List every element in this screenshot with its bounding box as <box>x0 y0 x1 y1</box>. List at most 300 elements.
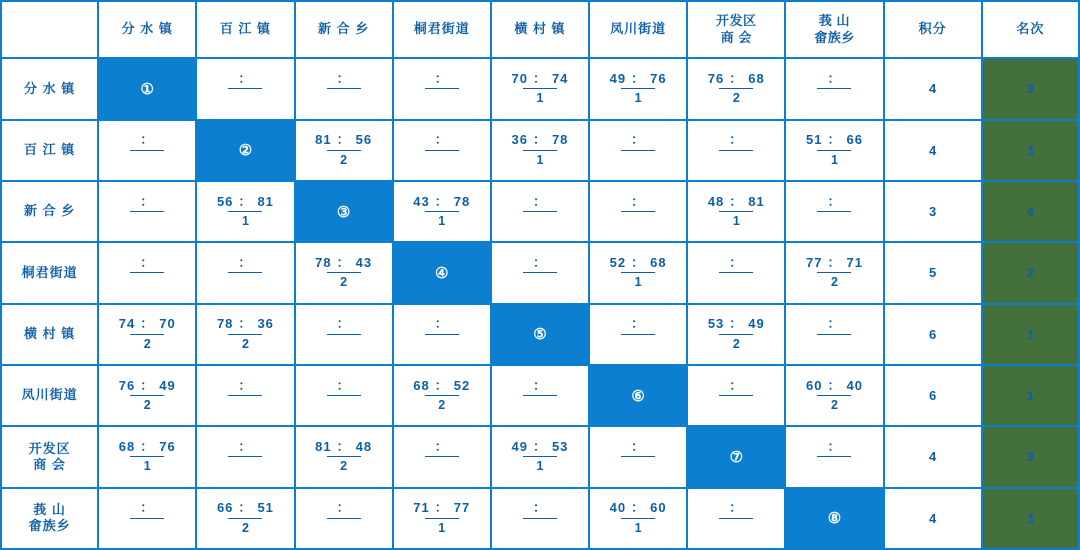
score-line <box>724 255 748 271</box>
score-divider-rule <box>130 272 164 273</box>
score-divider-rule <box>130 518 164 519</box>
team-number-marker: ⑤ <box>533 326 547 344</box>
home-score: 36 <box>511 132 528 148</box>
team-number-marker: ① <box>140 80 154 98</box>
score-divider-rule <box>228 211 262 212</box>
away-score: 68 <box>748 70 765 86</box>
score-separator: ： <box>336 70 351 86</box>
match-points: 2 <box>340 275 348 290</box>
score-line <box>806 255 863 271</box>
score-cell-r8-c2 <box>196 488 294 549</box>
score-cell-r2-c1 <box>98 120 196 181</box>
score-line <box>119 317 176 333</box>
table-row <box>1 58 1079 119</box>
score-separator: ： <box>140 438 155 454</box>
score-cell-r8-c5 <box>491 488 589 549</box>
score-cell-r4-c6 <box>589 242 687 303</box>
home-score: 76 <box>707 70 725 86</box>
team-number-marker: ④ <box>435 264 449 282</box>
score-divider-rule <box>425 518 459 519</box>
score-cell-r8-c1 <box>98 488 196 549</box>
score-separator: ： <box>336 316 351 332</box>
match-points: 1 <box>143 459 151 474</box>
score-cell-r6-c3 <box>295 365 393 426</box>
score-divider-rule <box>327 518 361 519</box>
score-separator: ： <box>238 193 253 209</box>
score-divider-rule <box>523 211 557 212</box>
home-score: 78 <box>216 316 234 332</box>
score-divider-rule <box>817 88 851 89</box>
score-divider-rule <box>130 150 164 151</box>
match-points: 2 <box>143 336 151 351</box>
rank-value: 4 <box>1026 204 1034 220</box>
table-row <box>1 181 1079 242</box>
column-header-team-3: 新 合 乡 <box>295 1 393 58</box>
score-separator: ： <box>434 377 449 393</box>
score-cell-r2-c8 <box>785 120 883 181</box>
score-cell-r1-c2 <box>196 58 294 119</box>
score-cell-r3-c5 <box>491 181 589 242</box>
score-separator: ： <box>336 254 351 270</box>
score-separator: ： <box>140 254 155 270</box>
self-cell-7 <box>687 426 785 487</box>
score-cell-r3-c1 <box>98 181 196 242</box>
score-line <box>626 317 650 333</box>
score-line <box>724 501 748 517</box>
score-cell-r8-c3 <box>295 488 393 549</box>
score-separator: ： <box>238 377 253 393</box>
team-number-marker: ⑥ <box>631 387 645 405</box>
score-cell-r5-c7 <box>687 304 785 365</box>
score-line <box>806 378 863 394</box>
score-line <box>724 378 748 394</box>
score-divider-rule <box>327 456 361 457</box>
score-cell-r4-c1 <box>98 242 196 303</box>
away-score: 81 <box>748 193 765 209</box>
home-score: 68 <box>413 377 430 393</box>
score-divider-rule <box>817 395 851 396</box>
score-separator: ： <box>238 254 253 270</box>
away-score: 60 <box>650 500 667 516</box>
row-header-team-6: 凤川街道 <box>1 365 98 426</box>
score-cell-r4-c3 <box>295 242 393 303</box>
column-header-team-8: 莪 山 畲族乡 <box>785 1 883 58</box>
score-separator: ： <box>336 500 351 516</box>
column-header-points: 积分 <box>884 1 982 58</box>
score-line <box>822 439 846 455</box>
home-score: 51 <box>805 132 823 148</box>
score-separator: ： <box>140 377 155 393</box>
table-row <box>1 488 1079 549</box>
score-separator: ： <box>238 500 253 516</box>
score-divider-rule <box>130 211 164 212</box>
score-cell-r1-c8 <box>785 58 883 119</box>
score-line <box>217 317 274 333</box>
rank-value: 3 <box>1026 510 1034 526</box>
score-line <box>528 255 552 271</box>
score-cell-r7-c8 <box>785 426 883 487</box>
score-line <box>610 501 667 517</box>
score-separator: ： <box>434 500 449 516</box>
away-score: 78 <box>453 193 471 209</box>
score-divider-rule <box>621 88 655 89</box>
match-points: 2 <box>241 520 249 535</box>
score-line <box>332 378 356 394</box>
table-row <box>1 365 1079 426</box>
row-header-team-1: 分 水 镇 <box>1 58 98 119</box>
match-points: 1 <box>634 520 642 535</box>
score-line <box>724 133 748 149</box>
home-score: 43 <box>413 193 430 209</box>
score-divider-rule <box>719 518 753 519</box>
score-separator: ： <box>532 377 547 393</box>
score-separator: ： <box>827 193 842 209</box>
away-score: 76 <box>159 438 176 454</box>
total-points-cell: 4 <box>884 426 982 487</box>
home-score: 52 <box>609 254 627 270</box>
score-divider-rule <box>327 395 361 396</box>
score-line <box>528 194 552 210</box>
match-points: 1 <box>438 214 446 229</box>
away-score: 81 <box>257 193 274 209</box>
score-line <box>708 194 765 210</box>
self-cell-1 <box>98 58 196 119</box>
score-divider-rule <box>817 211 851 212</box>
rank-value: 3 <box>1026 449 1034 465</box>
score-separator: ： <box>238 438 253 454</box>
score-cell-r1-c6 <box>589 58 687 119</box>
home-score: 60 <box>805 377 823 393</box>
score-line <box>413 378 470 394</box>
score-line <box>430 133 454 149</box>
score-divider-rule <box>621 150 655 151</box>
score-divider-rule <box>719 211 753 212</box>
score-separator: ： <box>140 500 155 516</box>
home-score: 66 <box>216 500 234 516</box>
score-line <box>708 317 765 333</box>
away-score: 52 <box>453 377 471 393</box>
home-score: 81 <box>315 438 332 454</box>
score-divider-rule <box>228 334 262 335</box>
score-separator: ： <box>827 377 842 393</box>
match-points: 2 <box>732 336 740 351</box>
score-divider-rule <box>719 334 753 335</box>
score-cell-r2-c3 <box>295 120 393 181</box>
home-score: 49 <box>609 70 627 86</box>
total-points-cell: 6 <box>884 365 982 426</box>
score-cell-r4-c8 <box>785 242 883 303</box>
score-cell-r3-c2 <box>196 181 294 242</box>
match-points: 2 <box>438 398 446 413</box>
score-line <box>626 133 650 149</box>
score-separator: ： <box>434 438 449 454</box>
match-points: 1 <box>536 91 544 106</box>
score-cell-r7-c5 <box>491 426 589 487</box>
away-score: 56 <box>355 132 373 148</box>
home-score: 81 <box>315 132 332 148</box>
score-separator: ： <box>631 316 646 332</box>
score-line <box>430 439 454 455</box>
score-line <box>217 194 274 210</box>
score-line <box>626 194 650 210</box>
score-separator: ： <box>238 316 253 332</box>
score-divider-rule <box>425 88 459 89</box>
score-cell-r5-c2 <box>196 304 294 365</box>
away-score: 36 <box>257 316 274 332</box>
row-header-team-5: 横 村 镇 <box>1 304 98 365</box>
score-separator: ： <box>631 193 646 209</box>
rank-cell <box>982 426 1079 487</box>
score-separator: ： <box>434 132 449 148</box>
score-cell-r7-c3 <box>295 426 393 487</box>
score-line <box>135 255 159 271</box>
home-score: 70 <box>511 70 528 86</box>
score-separator: ： <box>827 132 842 148</box>
column-header-rank: 名次 <box>982 1 1079 58</box>
column-header-team-6: 凤川街道 <box>589 1 687 58</box>
score-separator: ： <box>532 70 547 86</box>
score-separator: ： <box>827 254 842 270</box>
score-divider-rule <box>523 150 557 151</box>
score-separator: ： <box>631 438 646 454</box>
home-score: 77 <box>805 254 823 270</box>
match-points: 1 <box>634 91 642 106</box>
column-header-team-4: 桐君街道 <box>393 1 491 58</box>
corner-blank-cell <box>1 1 98 58</box>
score-cell-r7-c4 <box>393 426 491 487</box>
score-separator: ： <box>532 193 547 209</box>
row-header-team-4: 桐君街道 <box>1 242 98 303</box>
score-separator: ： <box>631 70 646 86</box>
score-cell-r8-c6 <box>589 488 687 549</box>
self-cell-3 <box>295 181 393 242</box>
total-points-cell: 4 <box>884 120 982 181</box>
score-divider-rule <box>621 272 655 273</box>
rank-cell <box>982 181 1079 242</box>
score-divider-rule <box>719 150 753 151</box>
rank-value: 2 <box>1026 265 1034 281</box>
score-divider-rule <box>130 395 164 396</box>
rank-cell <box>982 242 1079 303</box>
self-cell-4 <box>393 242 491 303</box>
score-divider-rule <box>425 395 459 396</box>
score-separator: ： <box>729 500 744 516</box>
score-divider-rule <box>817 150 851 151</box>
score-cell-r6-c7 <box>687 365 785 426</box>
score-line <box>822 317 846 333</box>
match-points: 1 <box>634 275 642 290</box>
score-separator: ： <box>827 70 842 86</box>
score-line <box>511 71 568 87</box>
match-points: 2 <box>143 398 151 413</box>
away-score: 49 <box>748 316 765 332</box>
score-divider-rule <box>228 518 262 519</box>
score-line <box>233 439 257 455</box>
score-divider-rule <box>523 395 557 396</box>
total-points-cell: 3 <box>884 181 982 242</box>
away-score: 40 <box>846 377 863 393</box>
score-cell-r1-c3 <box>295 58 393 119</box>
score-separator: ： <box>827 438 842 454</box>
team-number-marker: ③ <box>336 203 351 221</box>
score-separator: ： <box>631 500 646 516</box>
score-divider-rule <box>228 456 262 457</box>
score-separator: ： <box>729 70 744 86</box>
score-separator: ： <box>434 70 449 86</box>
rank-cell <box>982 120 1079 181</box>
away-score: 70 <box>159 316 176 332</box>
score-cell-r3-c4 <box>393 181 491 242</box>
score-cell-r7-c6 <box>589 426 687 487</box>
score-separator: ： <box>827 316 842 332</box>
score-divider-rule <box>817 272 851 273</box>
score-divider-rule <box>425 211 459 212</box>
score-separator: ： <box>238 70 253 86</box>
score-line <box>430 317 454 333</box>
away-score: 43 <box>355 254 373 270</box>
column-header-team-5: 横 村 镇 <box>491 1 589 58</box>
score-cell-r3-c8 <box>785 181 883 242</box>
column-header-team-1: 分 水 镇 <box>98 1 196 58</box>
away-score: 48 <box>355 438 373 454</box>
score-line <box>511 133 568 149</box>
score-cell-r1-c7 <box>687 58 785 119</box>
score-separator: ： <box>336 377 351 393</box>
score-separator: ： <box>140 316 155 332</box>
away-score: 53 <box>551 438 569 454</box>
total-points-cell: 6 <box>884 304 982 365</box>
score-line <box>315 439 372 455</box>
score-line <box>119 439 176 455</box>
home-score: 40 <box>609 500 627 516</box>
score-separator: ： <box>631 132 646 148</box>
score-cell-r5-c1 <box>98 304 196 365</box>
self-cell-6 <box>589 365 687 426</box>
home-score: 71 <box>413 500 430 516</box>
score-separator: ： <box>729 377 744 393</box>
score-line <box>528 378 552 394</box>
score-line <box>332 317 356 333</box>
score-divider-rule <box>523 518 557 519</box>
score-separator: ： <box>434 193 449 209</box>
score-line <box>511 439 568 455</box>
score-line <box>135 133 159 149</box>
score-separator: ： <box>434 316 449 332</box>
score-cell-r5-c3 <box>295 304 393 365</box>
score-line <box>135 194 159 210</box>
match-points: 2 <box>241 336 249 351</box>
score-line <box>413 194 470 210</box>
score-line <box>626 439 650 455</box>
score-divider-rule <box>130 456 164 457</box>
rank-value: 3 <box>1026 142 1034 158</box>
score-cell-r5-c6 <box>589 304 687 365</box>
row-header-team-7: 开发区 商 会 <box>1 426 98 487</box>
table-row <box>1 120 1079 181</box>
rank-cell <box>982 304 1079 365</box>
score-line <box>430 71 454 87</box>
score-divider-rule <box>228 395 262 396</box>
rank-value: 3 <box>1026 81 1034 97</box>
score-divider-rule <box>817 456 851 457</box>
self-cell-2 <box>196 120 294 181</box>
score-line <box>315 255 372 271</box>
score-cell-r6-c1 <box>98 365 196 426</box>
score-divider-rule <box>719 88 753 89</box>
score-line <box>119 378 176 394</box>
away-score: 78 <box>551 132 569 148</box>
home-score: 56 <box>216 193 234 209</box>
score-cell-r4-c5 <box>491 242 589 303</box>
match-points: 1 <box>241 214 249 229</box>
score-divider-rule <box>327 334 361 335</box>
score-cell-r2-c4 <box>393 120 491 181</box>
score-divider-rule <box>228 88 262 89</box>
self-cell-5 <box>491 304 589 365</box>
score-cell-r7-c1 <box>98 426 196 487</box>
score-line <box>610 255 667 271</box>
score-line <box>822 194 846 210</box>
score-divider-rule <box>327 272 361 273</box>
score-separator: ： <box>729 254 744 270</box>
score-separator: ： <box>532 254 547 270</box>
score-line <box>135 501 159 517</box>
table-row <box>1 304 1079 365</box>
score-line <box>217 501 274 517</box>
away-score: 76 <box>650 70 667 86</box>
score-cell-r4-c2 <box>196 242 294 303</box>
score-cell-r6-c5 <box>491 365 589 426</box>
match-points: 2 <box>830 398 838 413</box>
score-cell-r8-c4 <box>393 488 491 549</box>
score-divider-rule <box>621 518 655 519</box>
score-divider-rule <box>817 334 851 335</box>
score-cell-r2-c6 <box>589 120 687 181</box>
score-cell-r4-c7 <box>687 242 785 303</box>
score-cell-r2-c5 <box>491 120 589 181</box>
score-divider-rule <box>327 150 361 151</box>
score-cell-r5-c8 <box>785 304 883 365</box>
score-cell-r5-c4 <box>393 304 491 365</box>
score-divider-rule <box>523 272 557 273</box>
score-cell-r8-c7 <box>687 488 785 549</box>
score-line <box>822 71 846 87</box>
score-divider-rule <box>621 334 655 335</box>
score-divider-rule <box>425 334 459 335</box>
score-line <box>413 501 470 517</box>
away-score: 68 <box>650 254 667 270</box>
score-separator: ： <box>631 254 646 270</box>
team-number-marker: ⑦ <box>729 448 744 466</box>
score-cell-r7-c2 <box>196 426 294 487</box>
score-line <box>233 378 257 394</box>
score-line <box>610 71 667 87</box>
home-score: 53 <box>707 316 725 332</box>
home-score: 78 <box>315 254 332 270</box>
team-number-marker: ② <box>238 142 253 160</box>
home-score: 49 <box>511 438 528 454</box>
row-header-team-8: 莪 山 畲族乡 <box>1 488 98 549</box>
score-cell-r6-c4 <box>393 365 491 426</box>
match-points: 2 <box>830 275 838 290</box>
self-cell-8 <box>785 488 883 549</box>
score-cell-r1-c4 <box>393 58 491 119</box>
score-line <box>528 501 552 517</box>
score-cell-r3-c7 <box>687 181 785 242</box>
score-line <box>332 501 356 517</box>
match-points: 2 <box>340 152 348 167</box>
match-points: 1 <box>536 152 544 167</box>
